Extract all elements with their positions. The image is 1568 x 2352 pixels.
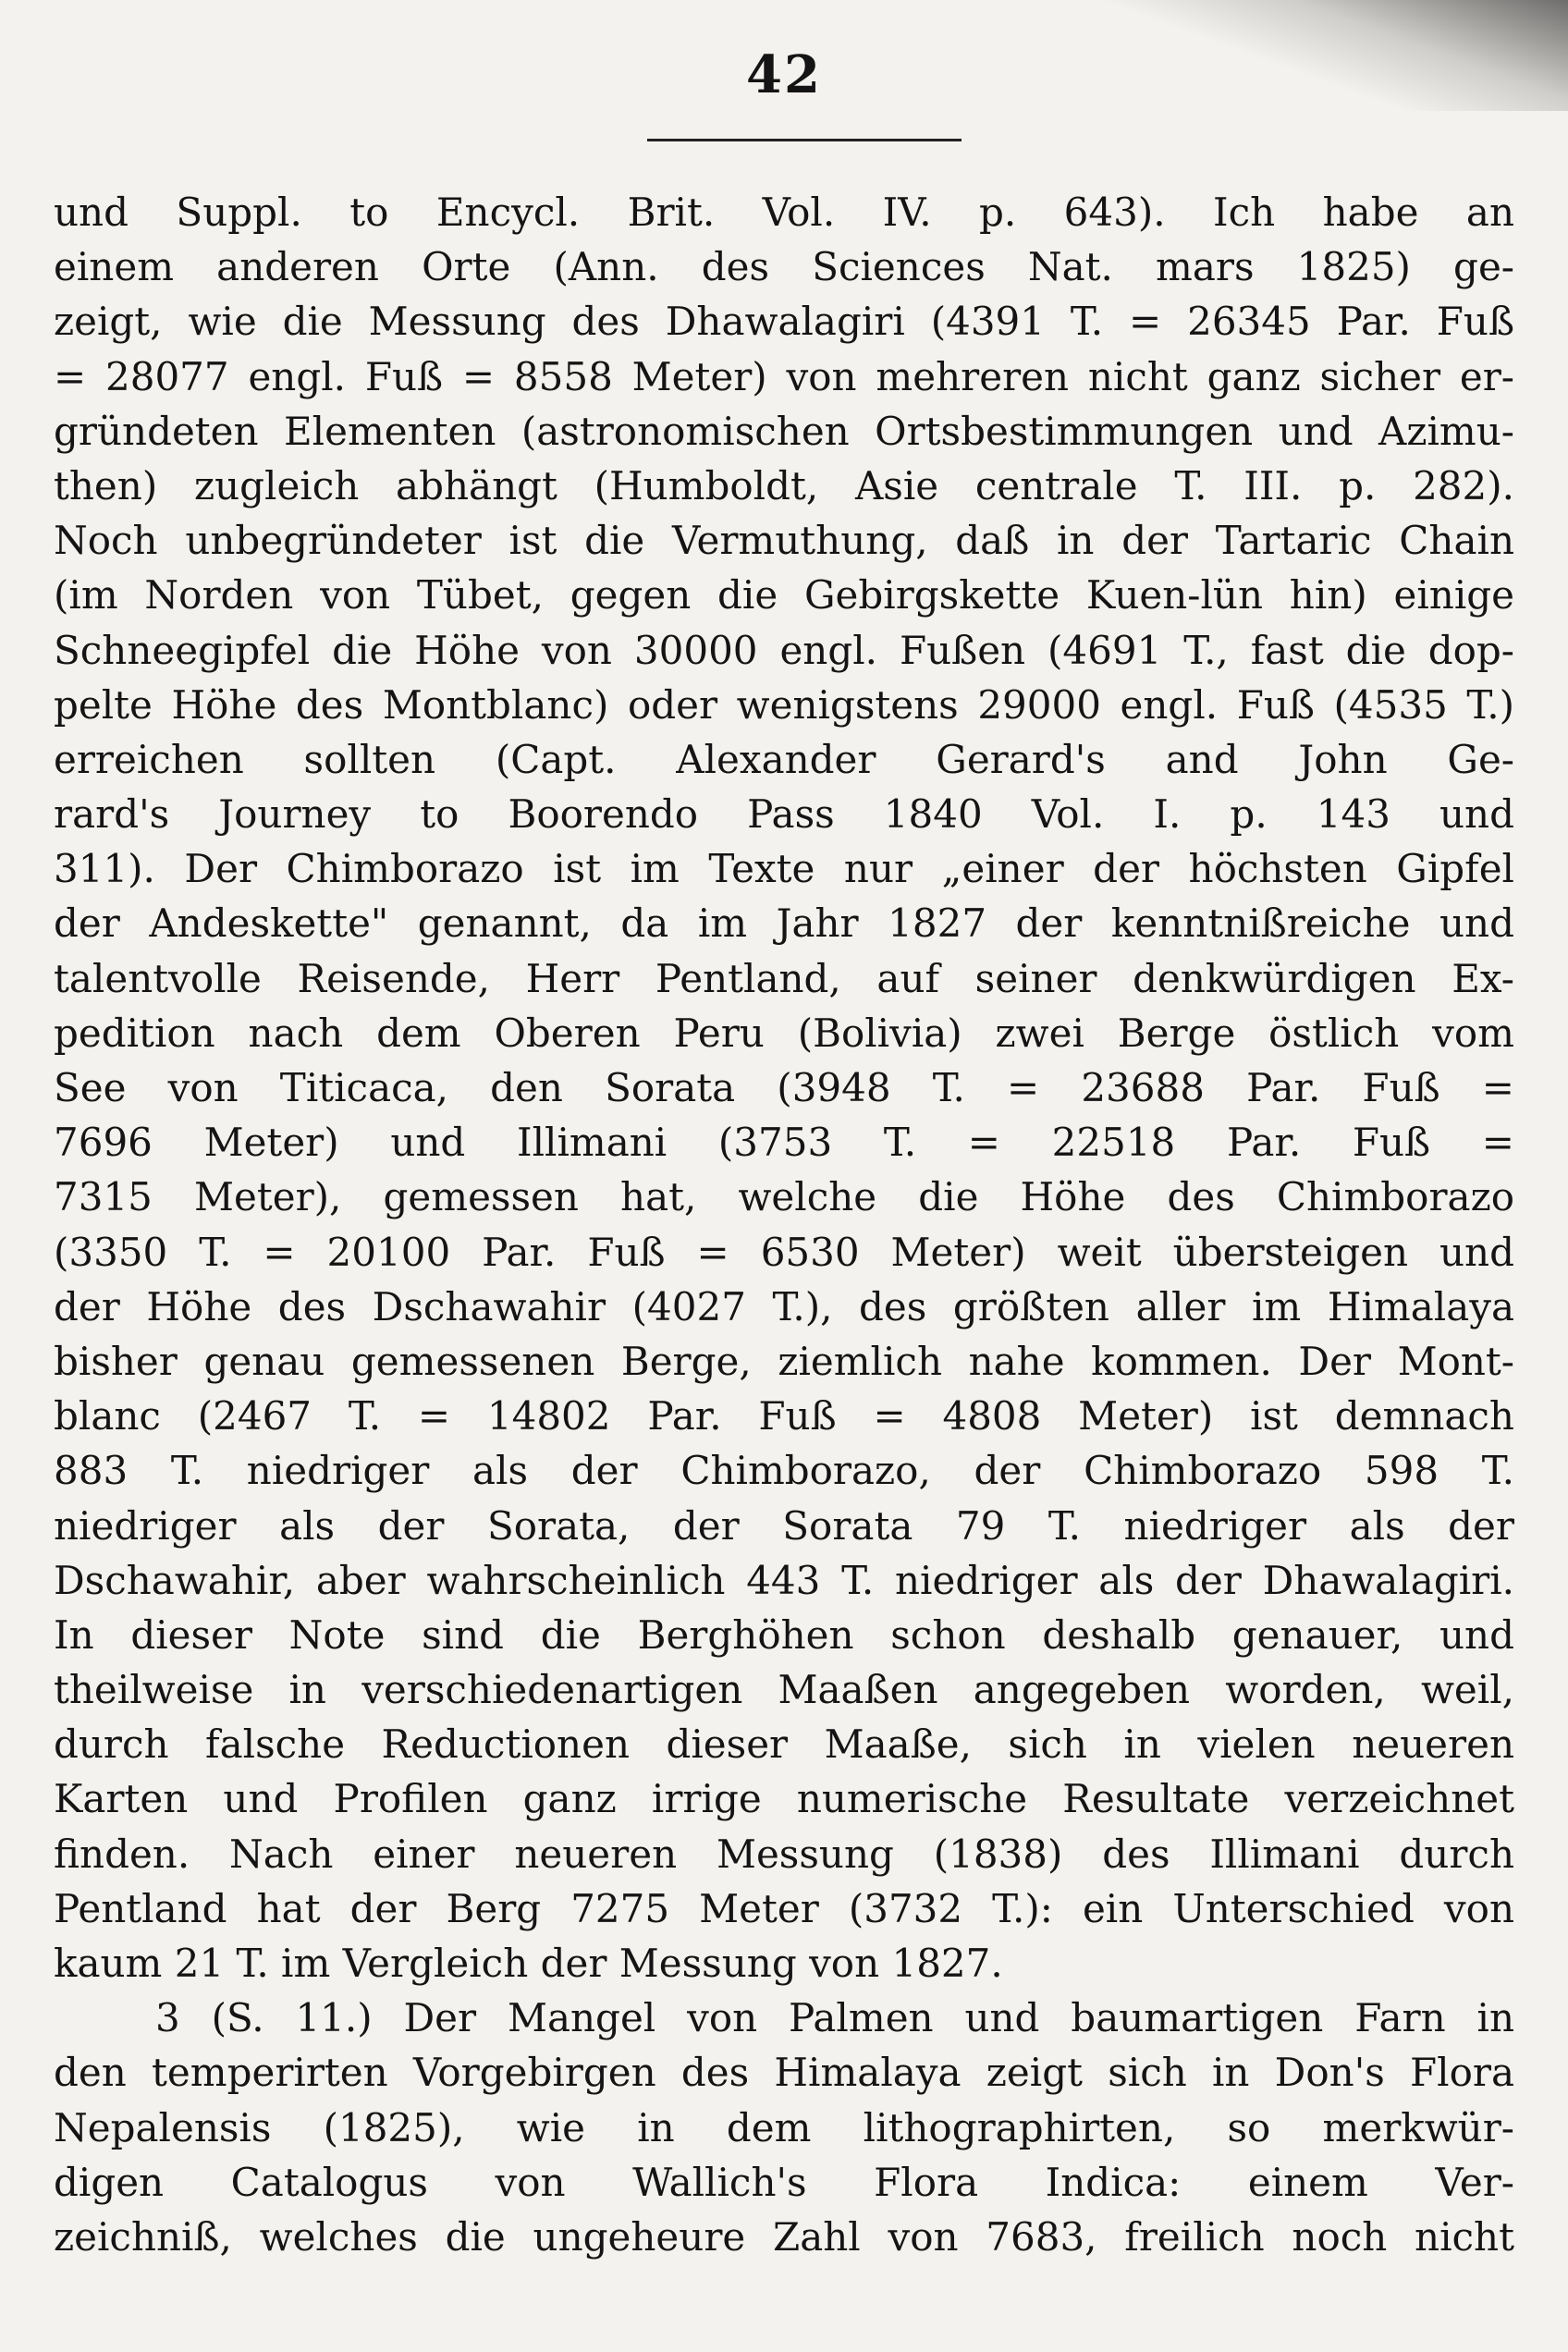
text-line: theilweise in verschiedenartigen Maaßen angegeben worden, weil, [54, 1667, 1514, 1713]
text-line: digen Catalogus von Wallich's Flora Indica: einem Ver- [54, 2159, 1514, 2205]
text-line: Nepalensis (1825), wie in dem lithographirten, so merkwür- [54, 2104, 1514, 2150]
footnote-line: 3 (S. 11.) Der Mangel von Palmen und baumartigen Farn in [155, 1995, 1514, 2041]
text-line: finden. Nach einer neueren Messung (1838) des Illimani durch [54, 1831, 1514, 1877]
text-line: Pentland hat der Berg 7275 Meter (3732 T.): ein Unterschied von [54, 1885, 1514, 1931]
text-line: 883 T. niedriger als der Chimborazo, der Chimborazo 598 T. [54, 1448, 1514, 1494]
text-line: then) zugleich abhängt (Humboldt, Asie centrale T. III. p. 282). [54, 462, 1514, 508]
text-line: blanc (2467 T. = 14802 Par. Fuß = 4808 Meter) ist demnach [54, 1393, 1514, 1439]
text-line: 7315 Meter), gemessen hat, welche die Höhe des Chimborazo [54, 1174, 1514, 1220]
page-number: 42 [746, 44, 822, 105]
text-line: rard's Journey to Boorendo Pass 1840 Vol. I. p. 143 und [54, 791, 1514, 838]
text-line: niedriger als der Sorata, der Sorata 79 T. niedriger als der [54, 1502, 1514, 1549]
text-line: (3350 T. = 20100 Par. Fuß = 6530 Meter) weit übersteigen und [54, 1229, 1514, 1275]
text-line: der Höhe des Dschawahir (4027 T.), des größten aller im Himalaya [54, 1283, 1514, 1329]
text-line: = 28077 engl. Fuß = 8558 Meter) von mehreren nicht ganz sicher er- [54, 353, 1514, 399]
text-line: pelte Höhe des Montblanc) oder wenigstens 29000 engl. Fuß (4535 T.) [54, 681, 1514, 728]
text-line: See von Titicaca, den Sorata (3948 T. = 23688 Par. Fuß = [54, 1065, 1514, 1110]
text-line: gründeten Elementen (astronomischen Ortsbestimmungen und Azimu- [54, 408, 1514, 454]
text-line: pedition nach dem Oberen Peru (Bolivia) zwei Berge östlich vom [54, 1010, 1514, 1056]
text-line: durch falsche Reductionen dieser Maaße, sich in vielen neueren [54, 1721, 1514, 1768]
text-line: der Andeskette" genannt, da im Jahr 1827 der kenntnißreiche und [54, 900, 1514, 947]
text-line: 311). Der Chimborazo ist im Texte nur „einer der höchsten Gipfel [54, 846, 1514, 892]
header-rule [647, 139, 962, 141]
text-line: den temperirten Vorgebirgen des Himalaya zeigt sich in Don's Flora [54, 2050, 1514, 2096]
text-line: erreichen sollten (Capt. Alexander Gerard's and John Ge- [54, 736, 1514, 782]
text-line: kaum 21 T. im Vergleich der Messung von 1827. [54, 1941, 1003, 1986]
text-line: 7696 Meter) und Illimani (3753 T. = 22518 Par. Fuß = [54, 1120, 1514, 1166]
text-line: talentvolle Reisende, Herr Pentland, auf seiner denkwürdigen Ex- [54, 955, 1514, 1001]
text-line: und Suppl. to Encycl. Brit. Vol. IV. p. 643). Ich habe an [54, 190, 1514, 235]
text-line: Noch unbegründeter ist die Vermuthung, daß in der Tartaric Chain [54, 518, 1514, 564]
text-line: Schneegipfel die Höhe von 30000 engl. Fußen (4691 T., fast die dop- [54, 627, 1514, 673]
body-text [54, 185, 1514, 2264]
text-line: zeichniß, welches die ungeheure Zahl von 7683, freilich noch nicht [54, 2213, 1514, 2260]
text-line: In dieser Note sind die Berghöhen schon deshalb genauer, und [54, 1611, 1514, 1658]
text-line: Dschawahir, aber wahrscheinlich 443 T. niedriger als der Dhawalagiri. [54, 1557, 1514, 1603]
text-line: (im Norden von Tübet, gegen die Gebirgskette Kuen-lün hin) einige [54, 572, 1514, 619]
text-line: einem anderen Orte (Ann. des Sciences Nat. mars 1825) ge- [54, 244, 1514, 290]
text-line: Karten und Profilen ganz irrige numerische Resultate verzeichnet [54, 1776, 1514, 1822]
text-line: zeigt, wie die Messung des Dhawalagiri (4391 T. = 26345 Par. Fuß [54, 299, 1514, 345]
text-line: bisher genau gemessenen Berge, ziemlich nahe kommen. Der Mont- [54, 1338, 1514, 1384]
